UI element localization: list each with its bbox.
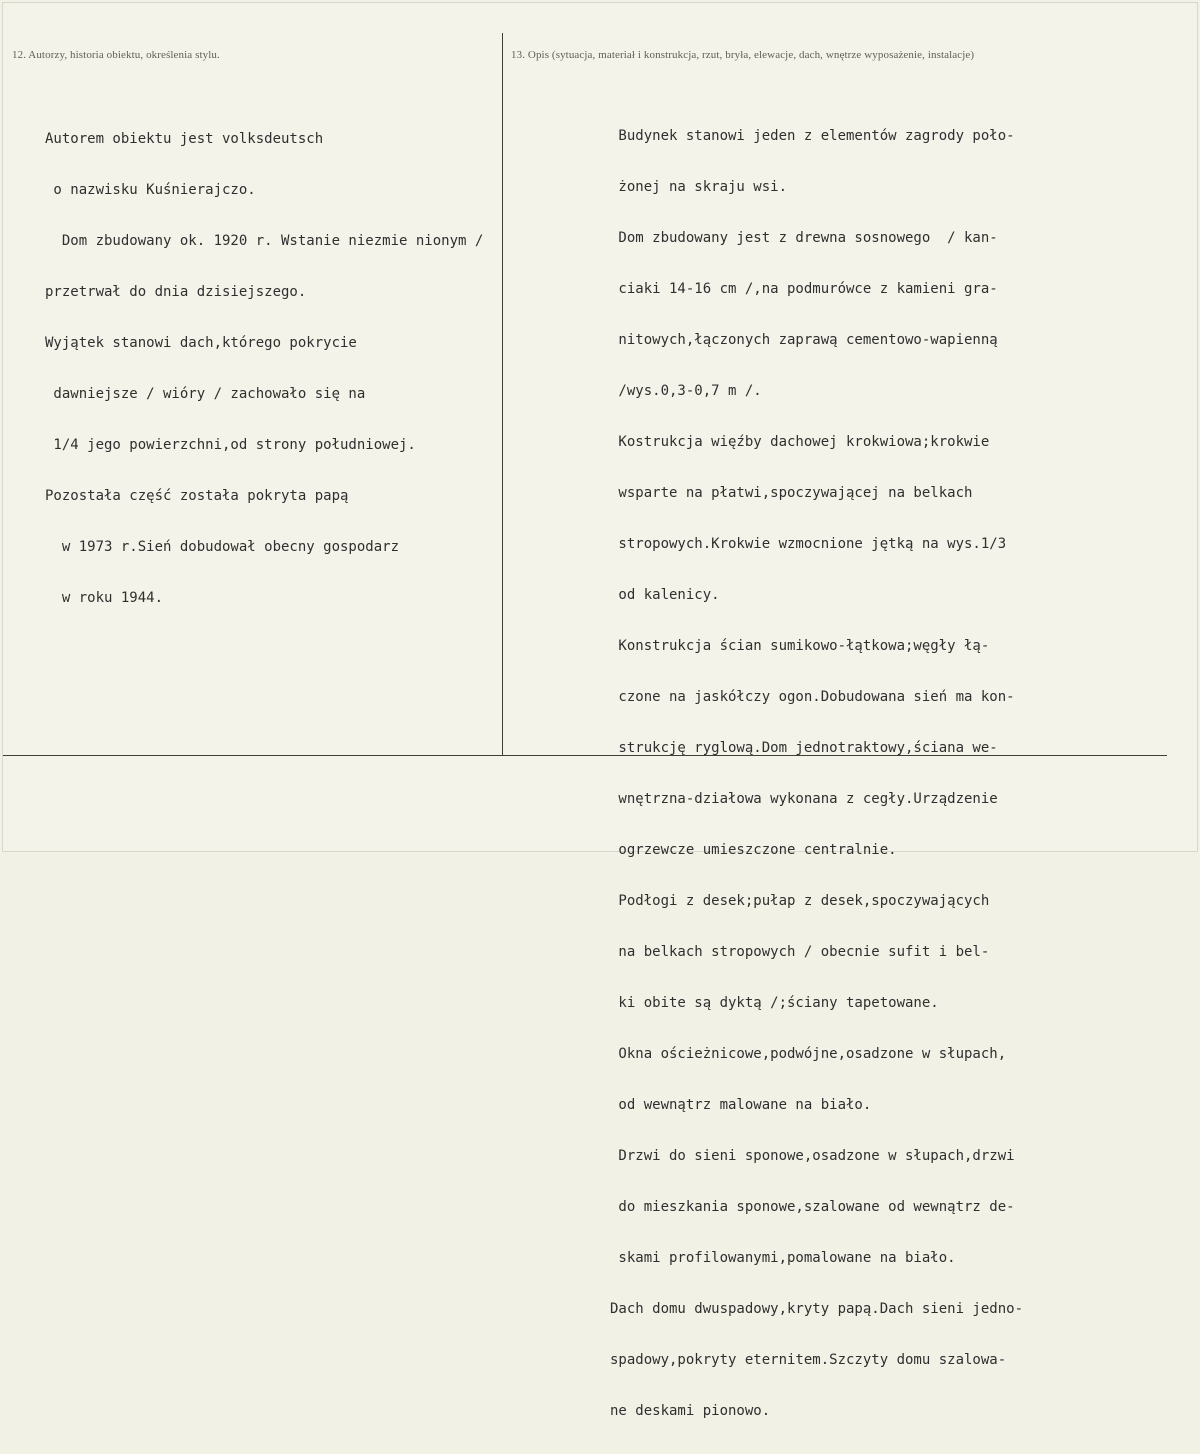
left-text-line: o nazwisku Kuśnierajczo. [45, 182, 256, 198]
right-text-line: Budynek stanowi jeden z elementów zagrody poło- [610, 128, 1015, 144]
right-text-line: na belkach stropowych / obecnie sufit i bel- [610, 944, 990, 960]
right-text-line: do mieszkania sponowe,szalowane od wewnątrz de- [610, 1199, 1015, 1215]
right-text-line: strukcję ryglową.Dom jednotraktowy,ściana we- [610, 740, 998, 756]
right-text-line: Kostrukcja więźby dachowej krokwiowa;krokwie [610, 434, 990, 450]
right-text-line: ciaki 14-16 cm /,na podmurówce z kamieni gra- [610, 281, 998, 297]
right-text-line: Drzwi do sieni sponowe,osadzone w słupach,drzwi [610, 1148, 1015, 1164]
right-text-line: żonej na skraju wsi. [610, 179, 788, 195]
left-text-line: dawniejsze / wióry / zachowało się na [45, 386, 366, 402]
document-card [2, 2, 1198, 1419]
right-text-line: wnętrzna-działowa wykonana z cegły.Urządzenie [610, 791, 998, 807]
right-text-line: nitowych,łączonych zaprawą cementowo-wapienną [610, 332, 998, 348]
right-text-line: czone na jaskółczy ogon.Dobudowana sień ma kon- [610, 689, 1015, 705]
left-text-line: w 1973 r.Sień dobudował obecny gospodarz [45, 539, 400, 555]
left-text-line: Pozostała część została pokryta papą [45, 488, 349, 504]
right-text-line: ogrzewcze umieszczone centralnie. [610, 842, 897, 858]
left-text-line: Autorem obiektu jest volksdeutsch [45, 131, 324, 147]
right-typed-text [610, 94, 1023, 1454]
right-text-line: /wys.0,3-0,7 m /. [610, 383, 762, 399]
right-text-line: Konstrukcja ścian sumikowo-łątkowa;węgły łą- [610, 638, 990, 654]
right-column-header: 13. Opis (sytuacja, materiał i konstrukcja, rzut, bryła, elewacje, dach, wnętrze wyposażenie, instalacje) [511, 49, 975, 61]
right-text-line: od wewnątrz malowane na biało. [610, 1097, 872, 1113]
right-text-line: Okna ościeżnicowe,podwójne,osadzone w słupach, [610, 1046, 1007, 1062]
right-text-line: od kalenicy. [610, 587, 720, 603]
left-text-line: Dom zbudowany ok. 1920 r. Wstanie niezmie nionym / [45, 233, 484, 249]
right-text-line: ne deskami pionowo. [610, 1403, 771, 1419]
right-text-line: Dach domu dwuspadowy,kryty papą.Dach sieni jedno- [610, 1301, 1024, 1317]
right-text-line: spadowy,pokryty eternitem.Szczyty domu szalowa- [610, 1352, 1007, 1368]
right-text-line: ki obite są dyktą /;ściany tapetowane. [610, 995, 939, 1011]
left-text-line: przetrwał do dnia dzisiejszego. [45, 284, 307, 300]
right-text-line: wsparte na płatwi,spoczywającej na belkach [610, 485, 973, 501]
left-text-line: Wyjątek stanowi dach,którego pokrycie [45, 335, 357, 351]
vertical-divider [502, 33, 503, 755]
right-text-line: skami profilowanymi,pomalowane na biało. [610, 1250, 956, 1266]
right-text-line: Dom zbudowany jest z drewna sosnowego / kan- [610, 230, 998, 246]
left-typed-text [45, 97, 483, 641]
left-column-header: 12. Autorzy, historia obiektu, określenia stylu. [12, 49, 220, 61]
right-text-line: stropowych.Krokwie wzmocnione jętką na wys.1/3 [610, 536, 1007, 552]
left-text-line: w roku 1944. [45, 590, 164, 606]
left-text-line: 1/4 jego powierzchni,od strony południowej. [45, 437, 416, 453]
right-text-line: Podłogi z desek;pułap z desek,spoczywających [610, 893, 990, 909]
